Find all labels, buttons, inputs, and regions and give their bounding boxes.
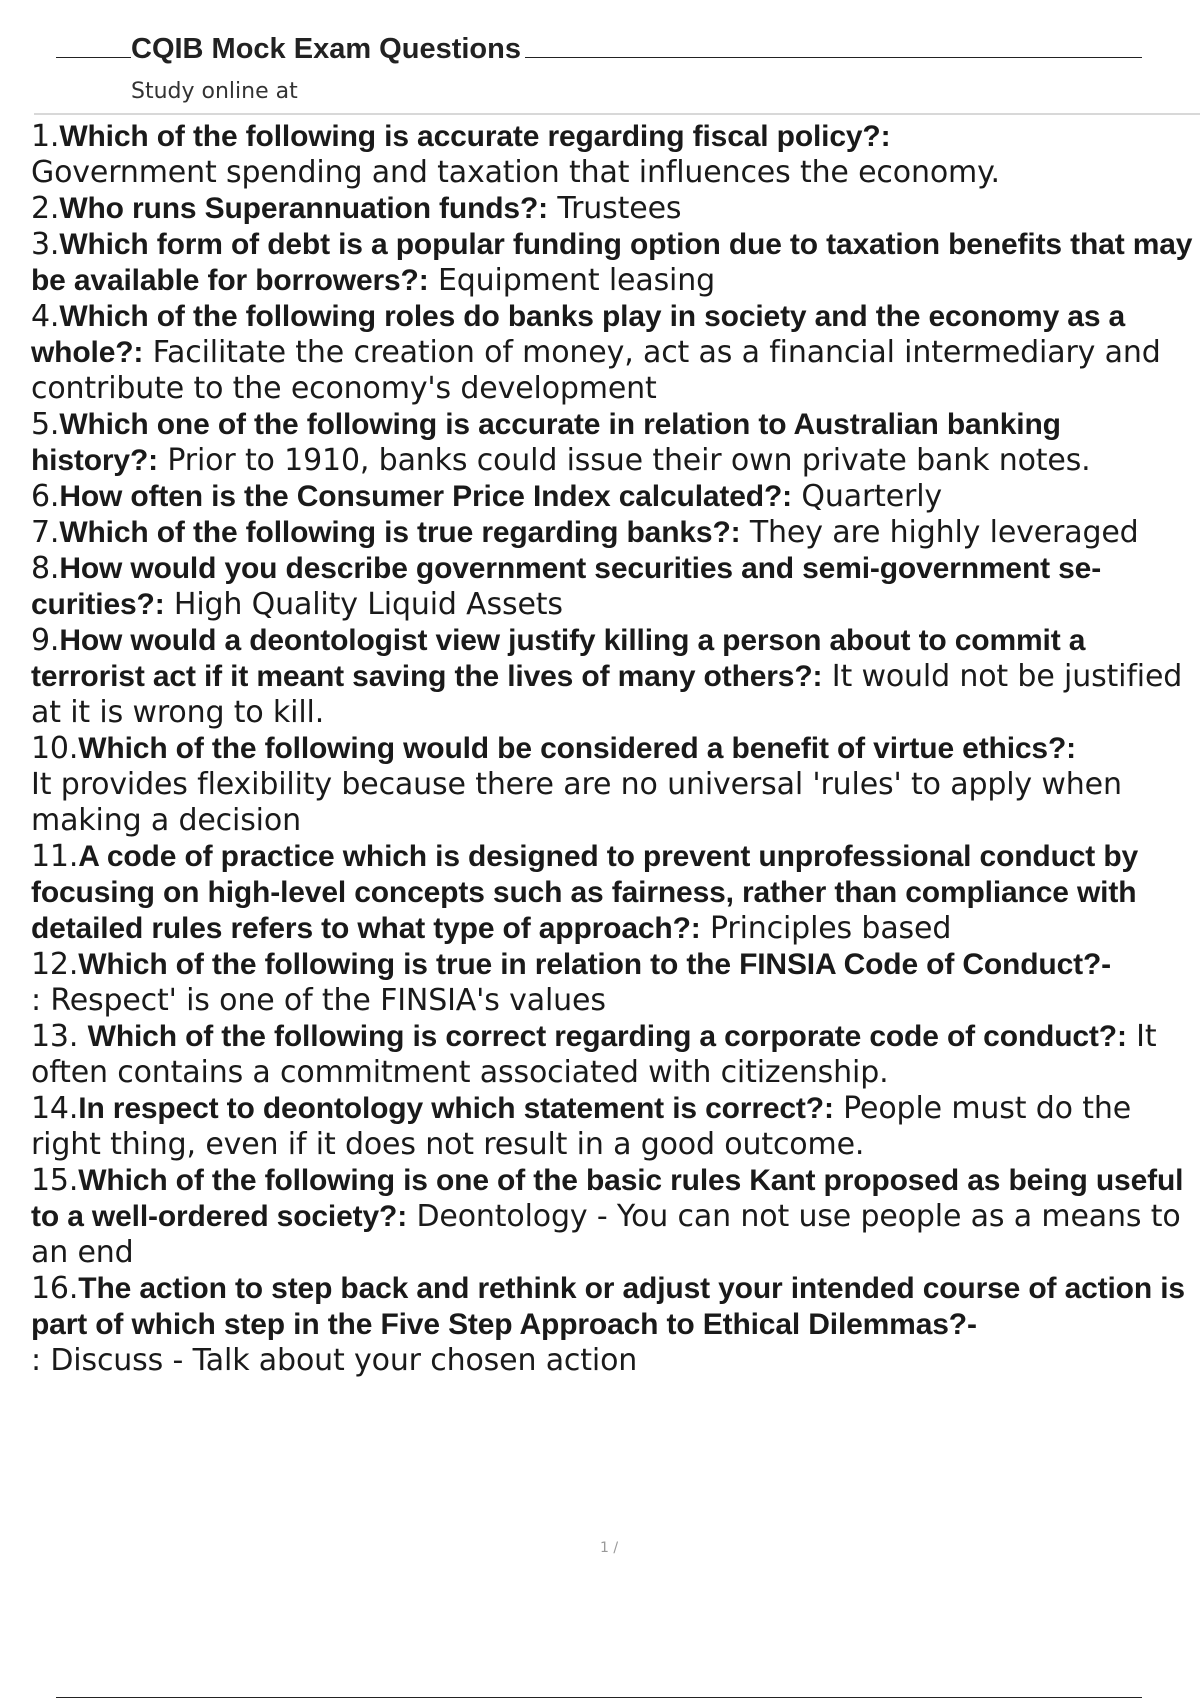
answer-text: People must do the right thing, even if it does not result in a good outcome. <box>31 1091 1132 1162</box>
question-item <box>31 839 1194 947</box>
question-number: 7. <box>31 515 60 550</box>
answer-text: They are highly leveraged <box>749 515 1139 550</box>
question-item <box>31 299 1194 407</box>
question-text: How would you describe government securities and semi-government se- curities?: <box>31 552 1102 621</box>
question-text: Which of the following is true regarding banks?: <box>59 516 741 549</box>
question-text: Which of the following is accurate regarding fiscal policy?: <box>59 120 891 153</box>
question-text: Which of the following is true in relation to the FINSIA Code of Conduct?- <box>78 948 1111 981</box>
question-number: 3. <box>31 227 60 262</box>
question-item <box>31 119 1194 191</box>
question-item <box>31 479 1194 515</box>
answer-text: Government spending and taxation that influences the economy. <box>31 155 1000 190</box>
question-number: 12. <box>31 947 79 982</box>
question-number: 9. <box>31 623 60 658</box>
answer-text: : Discuss - Talk about your chosen action <box>31 1343 638 1378</box>
answer-text: : Respect' is one of the FINSIA's values <box>31 983 606 1018</box>
answer-text: Equipment leasing <box>437 263 715 298</box>
question-text: A code of practice which is designed to prevent unprofessional conduct by focusing on high-level concepts such as fairness, rather than compliance with detailed rules refers to what type of approach?: <box>31 840 1139 945</box>
question-number: 2. <box>31 191 60 226</box>
footer-rule <box>56 1697 1142 1698</box>
question-item <box>31 227 1194 299</box>
question-number: 11. <box>31 839 79 874</box>
question-text: Which one of the following is accurate in relation to Australian banking history?: <box>31 408 1061 477</box>
answer-text: Prior to 1910, banks could issue their own private bank notes. <box>167 443 1091 478</box>
page-number: 1 / <box>600 1540 619 1556</box>
answer-text: Deontology - You can not use people as a means to an end <box>31 1199 1181 1270</box>
question-text: In respect to deontology which statement is correct?: <box>78 1092 834 1125</box>
question-text: Which of the following is one of the basic rules Kant proposed as being useful to a well-ordered society?: <box>31 1164 1184 1233</box>
question-number: 16. <box>31 1271 79 1306</box>
question-number: 4. <box>31 299 60 334</box>
question-item <box>31 515 1194 551</box>
question-text: How often is the Consumer Price Index calculated?: <box>59 480 792 513</box>
answer-text: Quarterly <box>801 479 943 514</box>
question-number: 1. <box>31 119 60 154</box>
question-item <box>31 623 1194 731</box>
answer-text: High Quality Liquid Assets <box>173 587 563 622</box>
question-number: 5. <box>31 407 60 442</box>
question-number: 13. <box>31 1019 88 1054</box>
answer-text: It often contains a commitment associated with citizenship. <box>31 1019 1157 1090</box>
question-number: 8. <box>31 551 60 586</box>
question-number: 6. <box>31 479 60 514</box>
answer-text: It provides flexibility because there are no universal 'rules' to apply when making a decision <box>31 767 1122 838</box>
question-item <box>31 407 1194 479</box>
answer-text: Facilitate the creation of money, act as a financial intermediary and contribute to the economy's development <box>31 335 1161 406</box>
question-text: Who runs Superannuation funds?: <box>59 192 548 225</box>
question-item <box>31 191 1194 227</box>
document-subtitle: Study online at <box>131 79 298 104</box>
question-list <box>31 119 1194 1379</box>
question-item <box>31 1163 1194 1271</box>
question-text: How would a deontologist view justify killing a person about to commit a terrorist act if it meant saving the lives of many others?: <box>31 624 1086 693</box>
question-number: 10. <box>31 731 79 766</box>
question-item <box>31 947 1194 1019</box>
question-text: Which form of debt is a popular funding option due to taxation benefits that may be available for borrowers?: <box>31 228 1193 297</box>
answer-text: Principles based <box>710 911 952 946</box>
question-text: Which of the following would be considered a benefit of virtue ethics?: <box>78 732 1076 765</box>
question-number: 15. <box>31 1163 79 1198</box>
question-item <box>31 1019 1194 1091</box>
question-number: 14. <box>31 1091 79 1126</box>
question-text: Which of the following roles do banks play in society and the economy as a whole?: <box>31 300 1126 369</box>
question-text: Which of the following is correct regarding a corporate code of conduct?: <box>87 1020 1127 1053</box>
question-item <box>31 1091 1194 1163</box>
document-title: CQIB Mock Exam Questions <box>131 32 525 66</box>
question-item <box>31 1271 1194 1379</box>
header-separator <box>34 113 1200 115</box>
question-item <box>31 551 1194 623</box>
question-item <box>31 731 1194 839</box>
question-text: The action to step back and rethink or adjust your intended course of action is part of which step in the Five Step Approach to Ethical Dilemmas?- <box>31 1272 1185 1341</box>
answer-text: It would not be justified at it is wrong to kill. <box>31 659 1183 730</box>
answer-text: Trustees <box>557 191 682 226</box>
